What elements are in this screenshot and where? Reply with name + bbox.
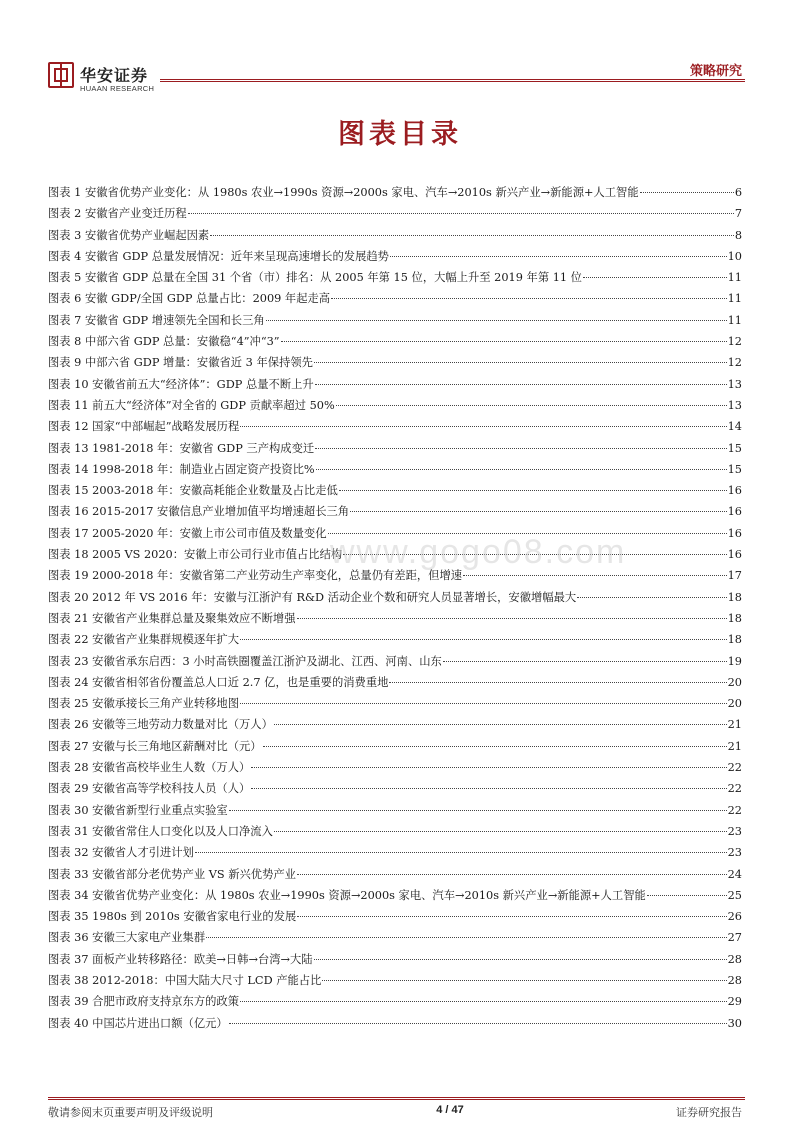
toc-entry[interactable]	[48, 991, 742, 1012]
toc-leader-dots	[195, 840, 727, 853]
toc-leader-dots	[640, 180, 734, 193]
toc-leader-dots	[240, 691, 727, 704]
toc-entry[interactable]	[48, 1013, 742, 1034]
toc-entry-page: 18	[727, 611, 742, 625]
logo-chinese-name: 华安证券	[80, 66, 149, 85]
footer-disclaimer: 敬请参阅末页重要声明及评级说明	[48, 1106, 213, 1119]
toc-leader-dots	[647, 883, 727, 896]
toc-entry-page: 22	[727, 761, 742, 775]
toc-entry[interactable]	[48, 778, 742, 799]
toc-entry[interactable]	[48, 821, 742, 842]
toc-entry-label: 图表 19 2000-2018 年：安徽省第二产业劳动生产率变化，总量仍有差距，但增速	[48, 569, 463, 583]
toc-entry[interactable]	[48, 949, 742, 970]
toc-entry-page: 8	[734, 228, 742, 242]
toc-entry-page: 22	[727, 782, 742, 796]
toc-leader-dots	[339, 478, 727, 491]
toc-entry-label: 图表 10 安徽省前五大“经济体”：GDP 总量不断上升	[48, 377, 314, 391]
toc-entry-label: 图表 40 中国芯片进出口额（亿元）	[48, 1016, 228, 1030]
toc-leader-dots	[188, 201, 734, 214]
toc-entry-label: 图表 15 2003-2018 年：安徽高耗能企业数量及占比走低	[48, 484, 338, 498]
toc-entry-page: 13	[727, 398, 742, 412]
toc-entry-page: 16	[727, 484, 742, 498]
toc-entry[interactable]	[48, 416, 742, 437]
toc-entry[interactable]	[48, 651, 742, 672]
toc-entry[interactable]	[48, 480, 742, 501]
toc-entry-label: 图表 17 2005-2020 年：安徽上市公司市值及数量变化	[48, 526, 327, 540]
toc-leader-dots	[583, 265, 727, 278]
section-label: 策略研究	[689, 64, 742, 79]
toc-entry-page: 18	[727, 633, 742, 647]
toc-leader-dots	[240, 627, 727, 640]
toc-leader-dots	[229, 1011, 727, 1024]
toc-entry-label: 图表 37 面板产业转移路径：欧美→日韩→台湾→大陆	[48, 952, 313, 966]
toc-entry-page: 16	[727, 505, 742, 519]
toc-entry-label: 图表 29 安徽省高等学校科技人员（人）	[48, 782, 251, 796]
toc-entry-page: 17	[727, 569, 742, 583]
toc-leader-dots	[389, 670, 726, 683]
toc-entry[interactable]	[48, 310, 742, 331]
toc-entry[interactable]	[48, 970, 742, 991]
toc-entry-page: 18	[727, 590, 742, 604]
toc-leader-dots	[281, 329, 727, 342]
toc-entry-label: 图表 39 合肥市政府支持京东方的政策	[48, 995, 240, 1009]
toc-leader-dots	[350, 499, 727, 512]
page-title: 图表目录	[338, 119, 462, 150]
toc-leader-dots	[251, 776, 726, 789]
toc-entry-label: 图表 21 安徽省产业集群总量及聚集效应不断增强	[48, 611, 296, 625]
toc-entry-label: 图表 20 2012 年 VS 2016 年：安徽与江浙沪有 R&D 活动企业个数和研究人员显著增长，安徽增幅最大	[48, 590, 577, 604]
logo-english-name: HUAAN RESEARCH	[80, 84, 155, 93]
toc-leader-dots	[331, 286, 727, 299]
toc-entry-page: 11	[727, 313, 742, 327]
toc-leader-dots	[316, 457, 727, 470]
toc-entry-page: 28	[727, 952, 742, 966]
toc-entry-label: 图表 27 安徽与长三角地区薪酬对比（元）	[48, 739, 262, 753]
toc-entry-page: 6	[734, 186, 742, 199]
toc-entry[interactable]	[48, 927, 742, 948]
toc-entry[interactable]	[48, 352, 742, 373]
toc-entry[interactable]	[48, 438, 742, 459]
toc-leader-dots	[322, 968, 726, 981]
toc-entry-page: 14	[727, 420, 742, 434]
toc-leader-dots	[210, 223, 734, 236]
toc-leader-dots	[390, 244, 727, 257]
toc-leader-dots	[443, 649, 727, 662]
toc-entry-label: 图表 26 安徽等三地劳动力数量对比（万人）	[48, 718, 273, 732]
toc-leader-dots	[274, 712, 727, 725]
toc-entry[interactable]	[48, 288, 742, 309]
table-of-figures	[48, 182, 742, 1034]
toc-entry[interactable]	[48, 885, 742, 906]
toc-entry-page: 20	[727, 697, 742, 711]
toc-entry-page: 15	[727, 441, 742, 455]
toc-entry-page: 15	[727, 462, 742, 476]
toc-entry-label: 图表 38 2012-2018：中国大陆大尺寸 LCD 产能占比	[48, 973, 322, 987]
toc-entry-label: 图表 34 安徽省优势产业变化：从 1980s 农业→1990s 资源→2000s 家电、汽车→2010s 新兴产业→新能源+人工智能	[48, 888, 646, 902]
toc-entry-page: 22	[727, 803, 742, 817]
header-divider-secondary	[160, 81, 745, 82]
toc-leader-dots	[251, 755, 726, 768]
huaan-logo-icon	[48, 62, 74, 88]
toc-leader-dots	[577, 585, 726, 598]
footer-divider-secondary	[48, 1099, 745, 1100]
toc-entry-page: 23	[727, 824, 742, 838]
toc-entry-label: 图表 32 安徽省人才引进计划	[48, 846, 194, 860]
toc-entry[interactable]	[48, 714, 742, 735]
toc-entry-page: 11	[727, 271, 742, 285]
toc-leader-dots	[336, 393, 727, 406]
toc-entry-label: 图表 35 1980s 到 2010s 安徽省家电行业的发展	[48, 910, 297, 924]
toc-entry-page: 13	[727, 377, 742, 391]
toc-leader-dots	[206, 925, 727, 938]
toc-entry-label: 图表 33 安徽省部分老优势产业 VS 新兴优势产业	[48, 867, 296, 881]
toc-entry[interactable]	[48, 672, 742, 693]
toc-entry[interactable]	[48, 693, 742, 714]
toc-leader-dots	[263, 734, 727, 747]
toc-entry[interactable]	[48, 459, 742, 480]
toc-entry-page: 25	[727, 888, 742, 902]
footer-divider	[48, 1097, 745, 1098]
watermark: www.gogo08.com	[330, 533, 627, 571]
toc-entry-page: 23	[727, 846, 742, 860]
toc-entry[interactable]	[48, 267, 742, 288]
toc-leader-dots	[314, 947, 727, 960]
report-type: 证券研究报告	[676, 1106, 742, 1119]
toc-entry-label: 图表 30 安徽省新型行业重点实验室	[48, 803, 228, 817]
toc-entry-page: 21	[727, 739, 742, 753]
toc-entry-page: 20	[727, 675, 742, 689]
toc-entry-label: 图表 36 安徽三大家电产业集群	[48, 931, 206, 945]
toc-entry-label: 图表 18 2005 VS 2020：安徽上市公司行业市值占比结构	[48, 548, 343, 562]
toc-entry-label: 图表 24 安徽省相邻省份覆盖总人口近 2.7 亿，也是重要的消费重地	[48, 675, 389, 689]
toc-entry[interactable]	[48, 587, 742, 608]
toc-entry-label: 图表 16 2015-2017 安徽信息产业增加值平均增速超长三角	[48, 505, 350, 519]
toc-entry-label: 图表 14 1998-2018 年：制造业占固定资产投资比%	[48, 462, 315, 476]
toc-entry-label: 图表 1 安徽省优势产业变化：从 1980s 农业→1990s 资源→2000s 家电、汽车→2010s 新兴产业→新能源+人工智能	[48, 186, 639, 199]
toc-entry-label: 图表 31 安徽省常住人口变化以及人口净流入	[48, 824, 273, 838]
toc-entry-page: 30	[727, 1016, 742, 1030]
toc-entry-page: 24	[727, 867, 742, 881]
toc-leader-dots	[240, 989, 727, 1002]
toc-entry-label: 图表 3 安徽省优势产业崛起因素	[48, 228, 210, 242]
toc-entry[interactable]	[48, 501, 742, 522]
toc-entry-label: 图表 23 安徽省承东启西：3 小时高铁圈覆盖江浙沪及湖北、江西、河南、山东	[48, 654, 442, 668]
toc-entry-page: 16	[727, 548, 742, 562]
toc-entry-page: 28	[727, 973, 742, 987]
toc-entry-page: 10	[727, 249, 742, 263]
toc-entry-page: 27	[727, 931, 742, 945]
toc-entry-label: 图表 7 安徽省 GDP 增速领先全国和长三角	[48, 313, 265, 327]
toc-entry[interactable]	[48, 203, 742, 224]
toc-entry-page: 11	[727, 292, 742, 306]
toc-leader-dots	[266, 308, 727, 321]
toc-entry-page: 21	[727, 718, 742, 732]
toc-entry[interactable]	[48, 757, 742, 778]
header-divider	[160, 79, 745, 80]
toc-entry[interactable]	[48, 842, 742, 863]
toc-entry-page: 12	[727, 335, 742, 349]
toc-entry[interactable]	[48, 629, 742, 650]
toc-entry-label: 图表 6 安徽 GDP/全国 GDP 总量占比：2009 年起走高	[48, 292, 331, 306]
toc-leader-dots	[297, 904, 726, 917]
toc-leader-dots	[314, 350, 727, 363]
toc-entry[interactable]	[48, 331, 742, 352]
toc-entry-label: 图表 25 安徽承接长三角产业转移地图	[48, 697, 240, 711]
toc-entry[interactable]	[48, 864, 742, 885]
page-number: 4 / 47	[436, 1104, 464, 1116]
toc-entry-page: 19	[727, 654, 742, 668]
toc-entry-page: 7	[734, 207, 742, 221]
toc-leader-dots	[315, 372, 727, 385]
toc-entry[interactable]	[48, 395, 742, 416]
toc-entry[interactable]	[48, 736, 742, 757]
toc-leader-dots	[328, 521, 727, 534]
toc-entry-label: 图表 4 安徽省 GDP 总量发展情况：近年来呈现高速增长的发展趋势	[48, 249, 389, 263]
toc-entry-page: 12	[727, 356, 742, 370]
toc-entry-label: 图表 12 国家“中部崛起”战略发展历程	[48, 420, 240, 434]
toc-entry-label: 图表 2 安徽省产业变迁历程	[48, 207, 187, 221]
toc-leader-dots	[315, 436, 726, 449]
toc-entry-page: 29	[727, 995, 742, 1009]
toc-entry[interactable]	[48, 225, 742, 246]
page-header	[0, 0, 800, 100]
toc-entry[interactable]	[48, 182, 742, 203]
toc-entry-label: 图表 28 安徽省高校毕业生人数（万人）	[48, 761, 251, 775]
toc-entry-label: 图表 8 中部六省 GDP 总量：安徽稳“4”冲“3”	[48, 335, 280, 349]
toc-entry-label: 图表 22 安徽省产业集群规模逐年扩大	[48, 633, 240, 647]
toc-entry-label: 图表 11 前五大“经济体”对全省的 GDP 贡献率超过 50%	[48, 398, 335, 412]
toc-entry[interactable]	[48, 608, 742, 629]
toc-leader-dots	[229, 798, 727, 811]
toc-entry-label: 图表 9 中部六省 GDP 增量：安徽省近 3 年保持领先	[48, 356, 313, 370]
toc-entry[interactable]	[48, 246, 742, 267]
toc-entry-label: 图表 13 1981-2018 年：安徽省 GDP 三产构成变迁	[48, 441, 315, 455]
toc-entry[interactable]	[48, 906, 742, 927]
toc-leader-dots	[274, 819, 727, 832]
toc-entry[interactable]	[48, 374, 742, 395]
toc-leader-dots	[240, 414, 726, 427]
toc-entry-page: 16	[727, 526, 742, 540]
toc-leader-dots	[297, 862, 727, 875]
toc-leader-dots	[297, 606, 727, 619]
toc-entry-page: 26	[727, 910, 742, 924]
toc-entry[interactable]	[48, 800, 742, 821]
toc-entry-label: 图表 5 安徽省 GDP 总量在全国 31 个省（市）排名：从 2005 年第 15 位，大幅上升至 2019 年第 11 位	[48, 271, 582, 285]
